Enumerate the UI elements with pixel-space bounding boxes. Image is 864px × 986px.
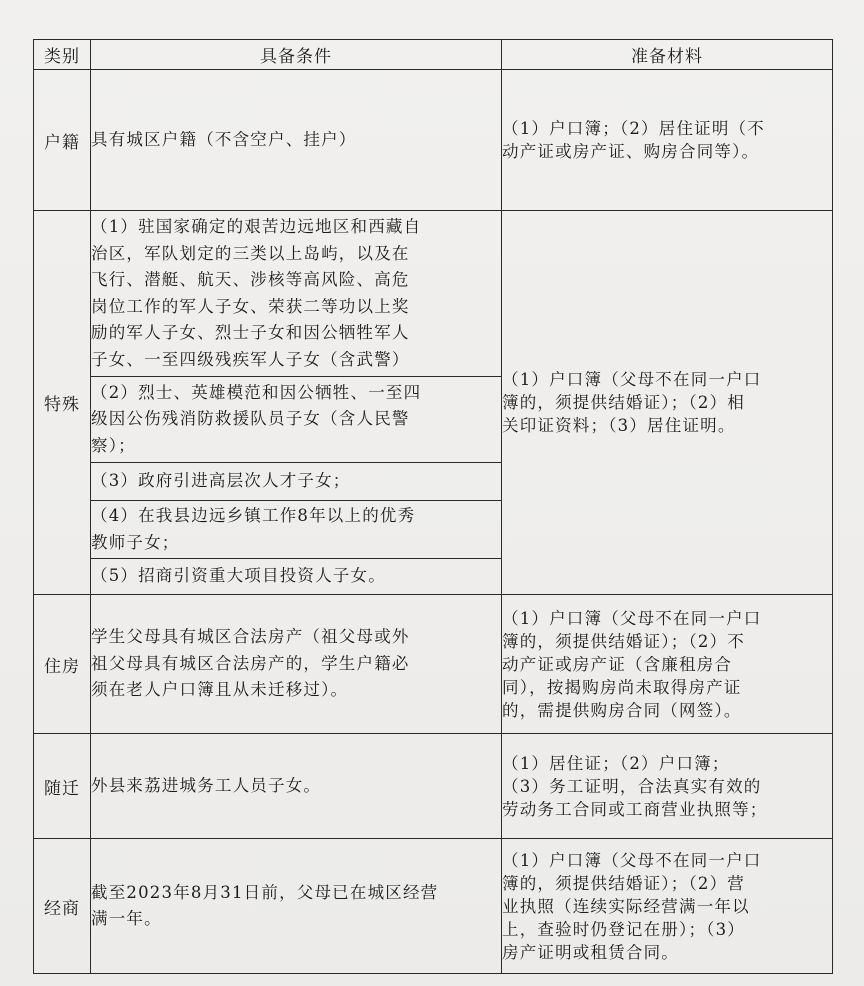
header-conditions: 具备条件 [91, 40, 502, 70]
materials-huji: （1）户口簿；（2）居住证明（不 动产证或房产证、购房合同等）。 [502, 70, 833, 211]
category-huji: 户籍 [34, 70, 91, 211]
condition-zhufang: 学生父母具有城区合法房产（祖父母或外 祖父母具有城区合法房产的，学生户籍必 须在老人户口簿且从未迁移过）。 [91, 595, 502, 734]
condition-suiqian: 外县来荔进城务工人员子女。 [91, 734, 502, 839]
table-row-suiqian [34, 734, 833, 839]
materials-jingshang: （1）户口簿（父母不在同一户口 簿的，须提供结婚证）；（2）营 业执照（连续实际经营满一年以 上，查验时仍登记在册）；（3） 房产证明或租赁合同。 [502, 839, 833, 974]
condition-teshu-1: （1）驻国家确定的艰苦边远地区和西藏自 治区，军队划定的三类以上岛屿，以及在 飞行、潜艇、航天、涉核等高风险、高危 岗位工作的军人子女、荣获二等功以上奖 励的军人子女、烈士子女和因公牺牲军人 子女、一至四级残疾军人子女（含武警） [91, 211, 502, 377]
materials-suiqian: （1）居住证；（2）户口簿； （3）务工证明，合法真实有效的 劳动务工合同或工商营业执照等； [502, 734, 833, 839]
condition-teshu-5: （5）招商引资重大项目投资人子女。 [91, 559, 502, 595]
category-teshu: 特殊 [34, 211, 91, 595]
category-jingshang: 经商 [34, 839, 91, 974]
materials-zhufang: （1）户口簿（父母不在同一户口 簿的，须提供结婚证）；（2）不 动产证或房产证（含廉租房合 同），按揭购房尚未取得房产证 的，需提供购房合同（网签）。 [502, 595, 833, 734]
header-row [34, 40, 833, 70]
materials-teshu: （1）户口簿（父母不在同一户口 簿的，须提供结婚证）；（2）相 关印证资料；（3）居住证明。 [502, 211, 833, 595]
condition-huji: 具有城区户籍（不含空户、挂户） [91, 70, 502, 211]
table-row-jingshang [34, 839, 833, 974]
condition-jingshang: 截至2023年8月31日前，父母已在城区经营 满一年。 [91, 839, 502, 974]
table-row-huji [34, 70, 833, 211]
table-row-zhufang [34, 595, 833, 734]
enrollment-conditions-table [33, 39, 833, 974]
condition-teshu-3: （3）政府引进高层次人才子女； [91, 463, 502, 501]
category-suiqian: 随迁 [34, 734, 91, 839]
condition-teshu-4: （4）在我县边远乡镇工作8年以上的优秀 教师子女； [91, 501, 502, 559]
condition-teshu-2: （2）烈士、英雄模范和因公牺牲、一至四 级因公伤残消防救援队员子女（含人民警 察）； [91, 377, 502, 463]
header-materials: 准备材料 [502, 40, 833, 70]
header-category: 类别 [34, 40, 91, 70]
category-zhufang: 住房 [34, 595, 91, 734]
table-row-teshu-1 [34, 211, 833, 377]
